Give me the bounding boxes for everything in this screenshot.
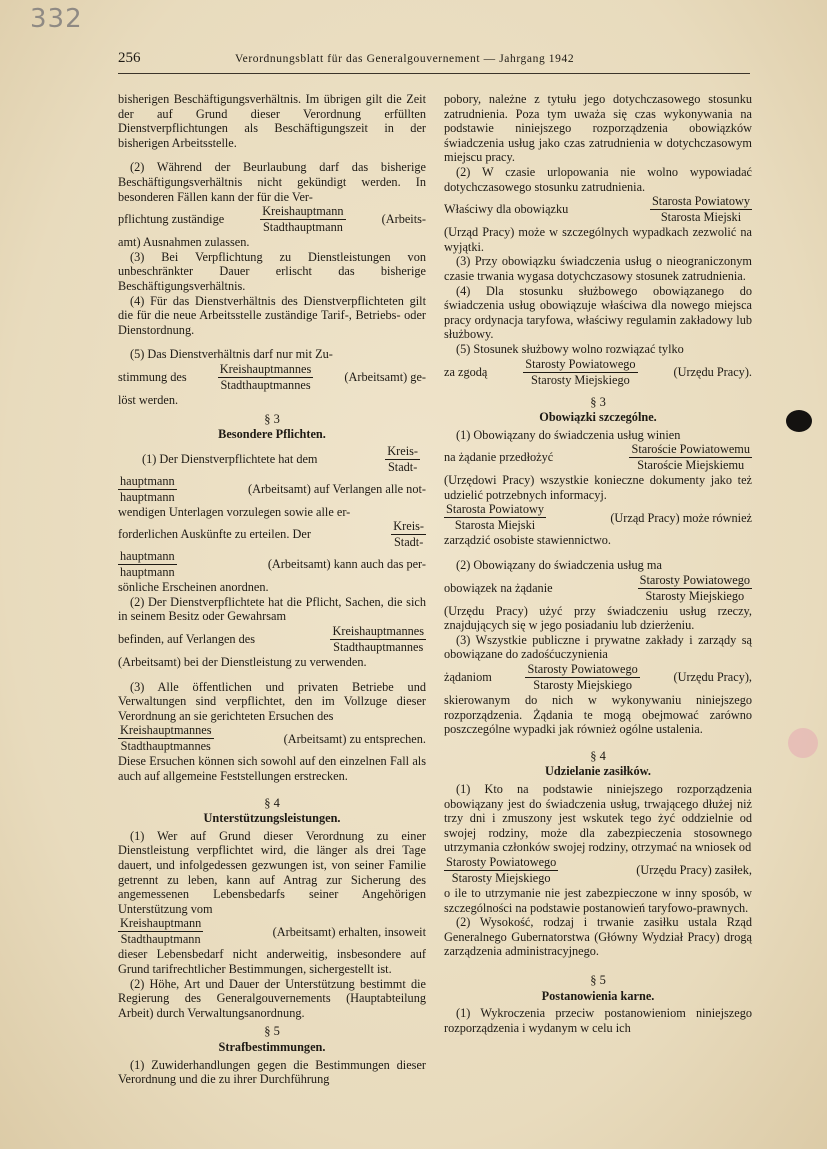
section-number: § 4 [264, 795, 280, 810]
paragraph: skierowanym do nich w wykonywaniu niniejszego rozporządzenia. Żądania te mogą obejmować zarówno poszczególne wypadki jak również ogólne ustalenia. [444, 693, 752, 737]
fraction-line: forderlichen Auskünfte zu erteilen. Der $\frac{\text{Kreis-}}{\text{Stadt-}}$ [118, 519, 424, 550]
paragraph: (Urząd Pracy) może w szczególnych wypadkach zezwolić na wyjątki. [444, 225, 752, 254]
fraction-line: $\frac{\text{Kreishauptmann}}{\text{Stadthauptmann}}$ (Arbeitsamt) erhalten, insoweit [120, 916, 426, 947]
section-number: § 3 [264, 411, 280, 426]
running-header [118, 50, 748, 72]
paragraph: (2) Während der Beurlaubung darf das bisherige Beschäftigungsverhältnis nicht gekündigt werden. In besonderen Fällen kann der für die Ver- [118, 160, 426, 204]
fraction-line: Właściwy dla obowiązku $\frac{\text{Starosta Powiatowy}}{\text{Starosta Miejski}}$ [444, 194, 750, 225]
section-number: § 3 [590, 394, 606, 409]
office-fraction: $\frac{\text{Starosty Powiatowego}}{\text{Starosty Miejskiego}}$ [525, 356, 636, 387]
paragraph: amt) Ausnahmen zulassen. [118, 235, 250, 250]
office-fraction: $\frac{\text{Kreishauptmannes}}{\text{Stadthauptmannes}}$ [332, 624, 424, 655]
fraction-line: $\frac{\text{Starosta Powiatowy}}{\text{Starosta Miejski}}$ (Urząd Pracy) może również [446, 502, 752, 533]
paragraph: pobory, należne z tytułu jego dotychczasowego stosunku zatrudnienia. Poza tym uważa się czas wykonywania na podstawie niniejszego rozporządzenia obowiązków świadczenia usług jako czas zatrudnienia w dotychczasowym miejscu pracy. [444, 92, 752, 165]
fraction-line: pflichtung zuständige $\frac{\text{Kreishauptmann}}{\text{Stadthauptmann}}$ (Arbeits- [118, 204, 427, 235]
office-fraction: $\frac{\text{Starosty Powiatowego}}{\text{Starosty Miejskiego}}$ [446, 854, 557, 885]
office-fraction: $\frac{\text{Kreis-}}{\text{Stadt-}}$ [393, 519, 424, 550]
section-heading: Postanowienia karne. [541, 988, 655, 1003]
paragraph: (2) Höhe, Art und Dauer der Unterstützung bestimmt die Regierung des Generalgouvernements (Hauptabteilung Arbeit) durch Verwaltungsanordnung. [118, 976, 426, 1020]
paragraph: (2) W czasie urlopowania nie wolno wypowiadać dotychczasowego stosunku zatrudnienia. [444, 164, 752, 194]
fraction-line: obowiązek na żądanie $\frac{\text{Starosty Powiatowego}}{\text{Starosty Miejskiego}}$ [444, 572, 750, 603]
office-fraction: $\frac{\text{Kreishauptmannes}}{\text{Stadthauptmannes}}$ [219, 361, 312, 392]
paragraph: (5) Stosunek służbowy wolno rozwiązać tylko [456, 341, 684, 356]
section-number: § 5 [590, 972, 606, 987]
paragraph: (1) Kto na podstawie niniejszego rozporządzenia obowiązany jest do świadczenia usług, trwającego dłużej niż trzy dni i zmuszony jest wskutek tego żyć oddzielnie od swojej rodziny, może dla zabezpieczenia stosownego utrzymania członków swojej rodziny, otrzymać na wniosek od [444, 782, 752, 855]
paragraph: (3) Wszystkie publiczne i prywatne zakłady i zarządy są obowiązane do zadośćuczynienia [444, 632, 752, 662]
section-heading: Obowiązki szczególne. [539, 410, 657, 425]
paragraph: (3) Alle öffentlichen und privaten Betriebe und Verwaltungen sind verpflichtet, den im Vollzuge dieser Verordnung an sie gerichteten Ersuchen des [118, 679, 426, 723]
paragraph: dieser Lebensbedarf nicht anderweitig, insbesondere auf Grund tarifrechtlicher Bestimmungen, sichergestellt ist. [118, 947, 426, 976]
paragraph: wendigen Unterlagen vorzulegen sowie alle er- [118, 504, 351, 519]
paragraph: o ile to utrzymanie nie jest zabezpieczone w inny sposób, w szczególności na podstawie postanowień taryfowo-prawnych. [444, 885, 752, 915]
paragraph: (Arbeitsamt) bei der Dienstleistung zu verwenden. [118, 655, 367, 670]
paragraph: (4) Für das Dienstverhältnis des Dienstverpflichteten gilt die für die neue Arbeitsstelle zuständige Tarif-, Betriebs- oder Dienstordnung. [118, 293, 426, 337]
paragraph: (3) Przy obowiązku świadczenia usług o nieograniczonym czasie trwania wygasa dotychczasowy stosunek zatrudnienia. [444, 254, 752, 283]
fraction-line: $\frac{\text{Kreishauptmannes}}{\text{Stadthauptmannes}}$ (Arbeitsamt) zu entsprechen. [120, 723, 426, 754]
paragraph: löst werden. [118, 392, 179, 407]
office-fraction: $\frac{\text{Starosta Powiatowy}}{\text{Starosta Miejski}}$ [446, 502, 545, 533]
paragraph: zarządzić osobiste stawiennictwo. [444, 533, 611, 548]
section-heading: Udzielanie zasiłków. [545, 764, 651, 779]
paragraph: (2) Der Dienstverpflichtete hat die Pflicht, Sachen, die sich in seinem Besitz oder Gewahrsam [118, 594, 426, 624]
header-rule [118, 73, 750, 74]
office-fraction: $\frac{\text{hauptmann}}{\text{hauptmann}}$ [120, 549, 175, 580]
publication-title: Verordnungsblatt für das Generalgouvernement — Jahrgang 1942 [235, 53, 575, 65]
fraction-line: za zgodą $\frac{\text{Starosty Powiatowego}}{\text{Starosty Miejskiego}}$ (Urzędu Pracy). [444, 356, 752, 387]
paragraph: bisherigen Beschäftigungsverhältnis. Im übrigen gilt die Zeit der auf Grund dieser Verordnung erfüllten Dienstverpflichtungen als Beschäftigungszeit in der bisherigen Arbeitsstelle. [118, 92, 426, 150]
page-number: 256 [118, 50, 141, 66]
office-fraction: $\frac{\text{Starosta Powiatowy}}{\text{Starosta Miejski}}$ [651, 194, 750, 225]
section-number: § 4 [590, 748, 606, 763]
paragraph: (2) Wysokość, rodzaj i trwanie zasiłku ustala Rząd Generalnego Gubernatorstwa (Główny Wydział Pracy) drogą zarządzenia administracyjnego. [444, 915, 752, 959]
paragraph: (Urzędu Pracy) użyć przy świadczeniu usług rzeczy, znajdujących się w jego posiadaniu lub dzierżeniu. [444, 603, 752, 633]
office-fraction: $\frac{\text{Kreishauptmann}}{\text{Stadthauptmann}}$ [262, 204, 344, 235]
fraction-line: na żądanie przedłożyć $\frac{\text{Staroście Powiatowemu}}{\text{Staroście Miejskiemu}}$ [444, 442, 750, 473]
paragraph: sönliche Erscheinen anordnen. [118, 580, 269, 595]
punch-hole [786, 410, 812, 432]
office-fraction: $\frac{\text{Kreishauptmannes}}{\text{Stadthauptmannes}}$ [120, 723, 212, 754]
office-fraction: $\frac{\text{Starosty Powiatowego}}{\text{Starosty Miejskiego}}$ [527, 662, 638, 693]
paragraph: (3) Bei Verpflichtung zu Dienstleistungen von unbeschränkter Dauer erlischt das bisherige Beschäftigungsverhältnis. [118, 249, 426, 293]
fraction-line: żądaniom $\frac{\text{Starosty Powiatowego}}{\text{Starosty Miejskiego}}$ (Urzędu Pracy), [444, 662, 753, 693]
paragraph: (5) Das Dienstverhältnis darf nur mit Zu- [130, 347, 333, 362]
section-heading: Besondere Pflichten. [218, 427, 326, 442]
punch-hole [788, 728, 818, 758]
paragraph: Diese Ersuchen können sich sowohl auf den einzelnen Fall als auch auf allgemeine Feststellungen erstrecken. [118, 754, 426, 784]
office-fraction: $\frac{\text{hauptmann}}{\text{hauptmann}}$ [120, 473, 175, 504]
paragraph: (2) Obowiązany do świadczenia usług ma [456, 558, 662, 573]
section-number: § 5 [264, 1024, 280, 1039]
paragraph: (1) Zuwiderhandlungen gegen die Bestimmungen dieser Verordnung und die zu ihrer Durchführung [118, 1057, 426, 1087]
paragraph: (1) Wykroczenia przeciw postanowieniom niniejszego rozporządzenia i wydanym w celu ich [444, 1006, 752, 1035]
section-heading: Strafbestimmungen. [218, 1039, 326, 1054]
paragraph: (Urzędowi Pracy) wszystkie konieczne dokumenty jako też udzielić potrzebnych informacyj. [444, 473, 752, 502]
office-fraction: $\frac{\text{Starosty Powiatowego}}{\text{Starosty Miejskiego}}$ [639, 572, 750, 603]
paragraph: (4) Dla stosunku służbowego obowiązanego do świadczenia usług obowiązuje właściwa dla nowego miejsca pracy ordynacja taryfowa, właściwy regulamin zakładowy lub służbowy. [444, 283, 752, 342]
fraction-line: $\frac{\text{hauptmann}}{\text{hauptmann}}$ (Arbeitsamt) auf Verlangen alle not- [120, 473, 426, 504]
german-column [118, 92, 426, 1087]
fraction-line: stimmung des $\frac{\text{Kreishauptmannes}}{\text{Stadthauptmannes}}$ (Arbeitsamt) ge- [118, 361, 426, 392]
polish-column [444, 92, 752, 1035]
fraction-line: befinden, auf Verlangen des $\frac{\text{Kreishauptmannes}}{\text{Stadthauptmannes}}$ [118, 624, 424, 655]
fraction-line: (1) Der Dienstverpflichtete hat dem $\frac{\text{Kreis-}}{\text{Stadt-}}$ [142, 443, 418, 474]
office-fraction: $\frac{\text{Kreis-}}{\text{Stadt-}}$ [387, 443, 418, 474]
archive-pencil-number: 332 [30, 4, 83, 34]
fraction-line: $\frac{\text{Starosty Powiatowego}}{\text{Starosty Miejskiego}}$ (Urzędu Pracy) zasiłek, [446, 854, 752, 885]
paragraph: (1) Wer auf Grund dieser Verordnung zu einer Dienstleistung verpflichtet wird, die länger als drei Tage dauert, und infolgedessen gezwungen ist, von seiner Familie getrennt zu leben, kann auf Antrag zur Sicherung des angemessenen Lebensbedarfs seiner Angehörigen Unterstützung vom [118, 828, 426, 916]
paragraph: (1) Obowiązany do świadczenia usług winien [456, 427, 681, 442]
section-heading: Unterstützungsleistungen. [203, 811, 341, 826]
office-fraction: $\frac{\text{Staroście Powiatowemu}}{\text{Staroście Miejskiemu}}$ [631, 442, 750, 473]
office-fraction: $\frac{\text{Kreishauptmann}}{\text{Stadthauptmann}}$ [120, 916, 202, 947]
fraction-line: $\frac{\text{hauptmann}}{\text{hauptmann}}$ (Arbeitsamt) kann auch das per- [120, 549, 426, 580]
